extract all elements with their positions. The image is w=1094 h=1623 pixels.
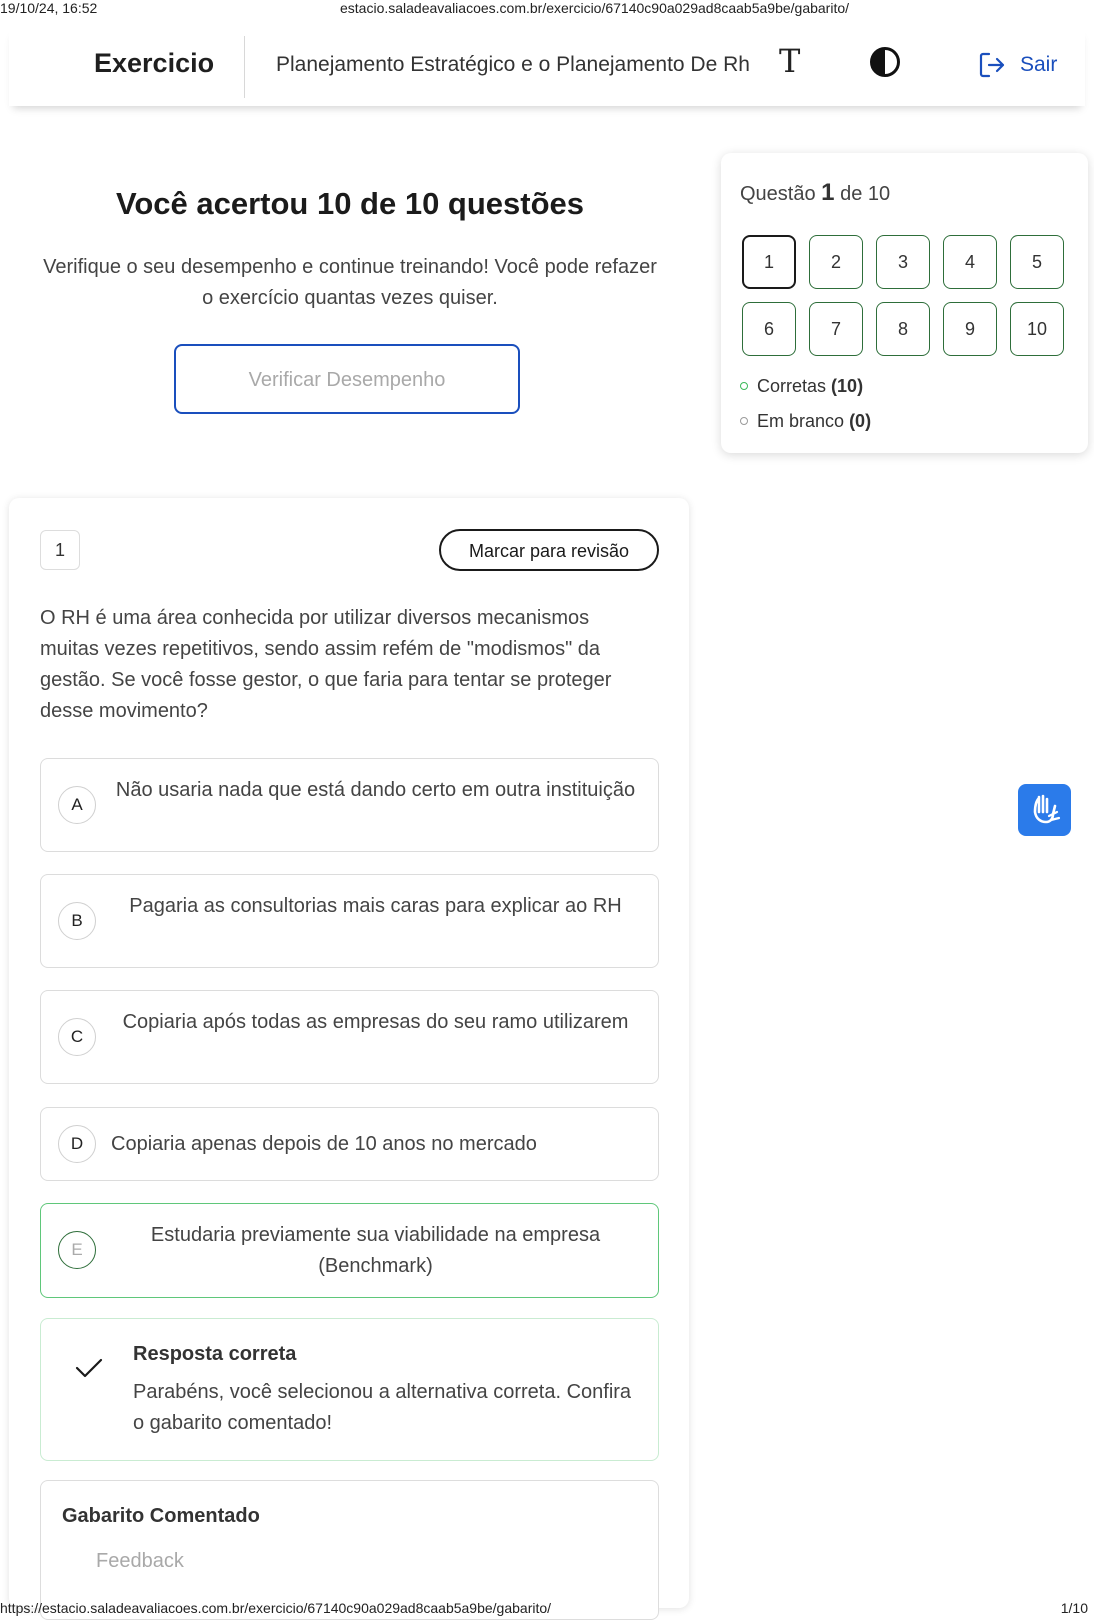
option-letter: D <box>58 1125 96 1163</box>
print-footer-url: https://estacio.saladeavaliacoes.com.br/exercicio/67140c90a029ad8caab5a9be/gabarito/ <box>0 1600 552 1616</box>
option-b[interactable] <box>40 874 659 968</box>
nav-current: 1 <box>821 179 835 206</box>
option-letter: E <box>58 1231 96 1269</box>
answer-feedback-box <box>40 1318 659 1461</box>
top-bar <box>9 28 1085 106</box>
question-statement: O RH é uma área conhecida por utilizar diversos mecanismos muitas vezes repetitivos, sendo assim refém de "modismos" da gestão. Se você fosse gestor, o que faria para tentar se proteger desse movimento? <box>40 607 612 722</box>
correct-dot-icon <box>740 382 748 390</box>
option-text: Copiaria após todas as empresas do seu ramo utilizarem <box>122 1011 629 1033</box>
legend-blank-label: Em branco <box>757 411 845 431</box>
option-c[interactable] <box>40 990 659 1084</box>
contrast-icon[interactable] <box>869 46 901 78</box>
question-button-6[interactable]: 6 <box>742 302 796 356</box>
question-button-1[interactable]: 1 <box>742 235 796 289</box>
course-title: Planejamento Estratégico e o Planejamento De Rh <box>276 53 750 76</box>
question-number: 1 <box>40 530 80 570</box>
question-button-4[interactable]: 4 <box>943 235 997 289</box>
option-letter: C <box>58 1018 96 1056</box>
option-letter: B <box>58 902 96 940</box>
logout-label: Sair <box>1020 53 1058 76</box>
option-text: Não usaria nada que está dando certo em outra instituição <box>115 779 636 801</box>
nav-label: Questão <box>740 183 816 205</box>
question-button-7[interactable]: 7 <box>809 302 863 356</box>
blank-dot-icon <box>740 417 748 425</box>
answer-text: Parabéns, você selecionou a alternativa correta. Confira o gabarito comentado! <box>133 1381 632 1434</box>
answer-title: Resposta correta <box>133 1343 297 1365</box>
print-footer <box>0 1600 1094 1620</box>
legend-blank-count: (0) <box>849 411 872 431</box>
option-a[interactable] <box>40 758 659 852</box>
nav-heading <box>740 179 890 207</box>
comment-title: Gabarito Comentado <box>62 1505 260 1527</box>
question-button-3[interactable]: 3 <box>876 235 930 289</box>
hands-icon <box>1027 792 1063 828</box>
question-navigator <box>721 153 1088 453</box>
check-icon <box>75 1357 103 1379</box>
question-button-2[interactable]: 2 <box>809 235 863 289</box>
verify-performance-button[interactable]: Verificar Desempenho <box>174 344 520 414</box>
legend-blank <box>740 411 871 432</box>
option-e-correct[interactable] <box>40 1203 659 1298</box>
question-button-9[interactable]: 9 <box>943 302 997 356</box>
option-text: Pagaria as consultorias mais caras para explicar ao RH <box>129 895 622 917</box>
result-title: Você acertou 10 de 10 questões <box>115 186 585 221</box>
question-card <box>9 498 689 1608</box>
print-header <box>0 0 1094 18</box>
feedback-label: Feedback <box>96 1550 184 1572</box>
mark-review-button[interactable]: Marcar para revisão <box>439 529 659 571</box>
option-letter: A <box>58 786 96 824</box>
result-subtitle: Verifique o seu desempenho e continue treinando! Você pode refazer o exercício quantas vezes quiser. <box>43 256 657 309</box>
question-button-8[interactable]: 8 <box>876 302 930 356</box>
question-button-10[interactable]: 10 <box>1010 302 1064 356</box>
header-divider <box>244 36 245 98</box>
print-page-number: 1/10 <box>1060 1600 1088 1616</box>
logout-icon <box>977 50 1007 80</box>
option-d[interactable] <box>40 1107 659 1181</box>
commented-answer-box <box>40 1480 659 1620</box>
nav-total: de 10 <box>840 183 891 205</box>
print-datetime: 19/10/24, 16:52 <box>0 0 98 16</box>
print-url: estacio.saladeavaliacoes.com.br/exercicio/67140c90a029ad8caab5a9be/gabarito/ <box>340 0 850 16</box>
legend-correct <box>740 376 863 397</box>
legend-correct-count: (10) <box>831 376 864 396</box>
option-text: Copiaria apenas depois de 10 anos no mercado <box>111 1133 537 1155</box>
font-size-icon[interactable]: T <box>779 42 801 80</box>
legend-correct-label: Corretas <box>757 376 827 396</box>
question-button-5[interactable]: 5 <box>1010 235 1064 289</box>
option-text: Estudaria previamente sua viabilidade na empresa (Benchmark) <box>150 1224 601 1277</box>
sign-language-button[interactable] <box>1018 784 1071 836</box>
brand-title: Exercicio <box>94 48 215 78</box>
